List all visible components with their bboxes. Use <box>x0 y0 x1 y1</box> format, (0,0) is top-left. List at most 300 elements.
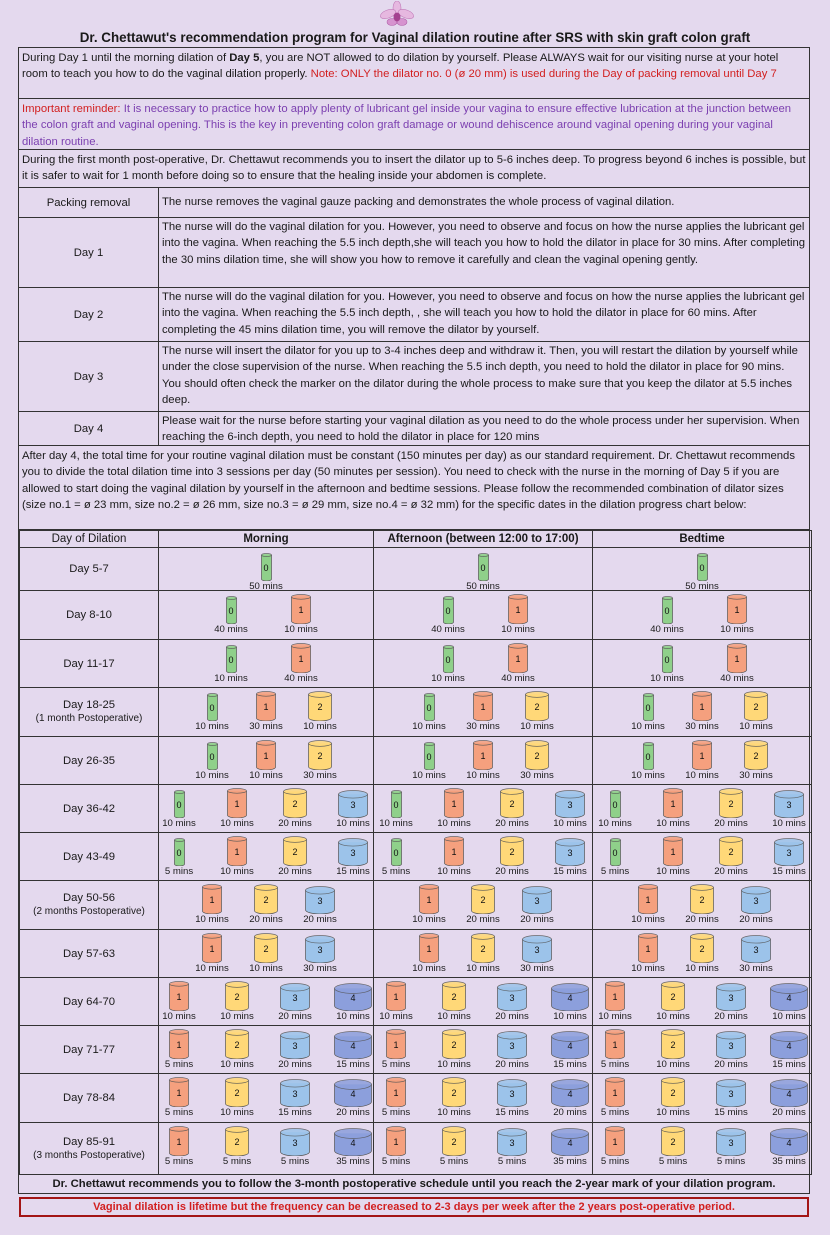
page-title: Dr. Chettawut's recommendation program for Vaginal dilation routine after SRS with skin graft colon graft <box>79 30 751 45</box>
dilator-size-0-icon <box>207 742 218 770</box>
dilator-number: 3 <box>509 993 515 1003</box>
dilation-minutes: 10 mins <box>379 1011 413 1022</box>
dilation-minutes: 30 mins <box>303 963 337 974</box>
dilation-minutes: 20 mins <box>495 1011 529 1022</box>
dilator-number: 3 <box>509 1089 515 1099</box>
dilator-size-3-icon <box>280 1128 310 1156</box>
dilation-minutes: 20 mins <box>278 1011 312 1022</box>
dilation-minutes: 10 mins <box>195 770 229 781</box>
dilator-size-1-icon <box>638 933 658 963</box>
dilator-number: 1 <box>734 605 740 615</box>
dilator-number: 1 <box>393 1088 399 1098</box>
schedule-row <box>20 688 812 737</box>
dilation-minutes: 20 mins <box>714 1011 748 1022</box>
dilator-size-2-icon <box>225 1077 249 1107</box>
dilator-number: 3 <box>350 800 356 810</box>
dilation-minutes: 30 mins <box>520 770 554 781</box>
dilation-minutes: 15 mins <box>495 1107 529 1118</box>
dilation-minutes: 40 mins <box>501 673 535 684</box>
dilation-minutes: 30 mins <box>739 963 773 974</box>
dilator-number: 2 <box>234 1088 240 1098</box>
dilator-size-2-icon <box>225 1126 249 1156</box>
dilator-size-0-icon <box>443 645 454 673</box>
dilator-number: 2 <box>728 847 734 857</box>
dilator-number: 0 <box>445 606 451 616</box>
dilation-minutes: 10 mins <box>466 770 500 781</box>
dilator-size-1-icon <box>386 981 406 1011</box>
dilation-minutes: 10 mins <box>656 866 690 877</box>
dilator-number: 4 <box>786 1089 792 1099</box>
dilator-size-1-icon <box>605 1126 625 1156</box>
session-bedtime <box>593 881 812 930</box>
schedule-day-sub: (3 months Postoperative) <box>33 1149 145 1161</box>
dilation-minutes: 35 mins <box>336 1156 370 1167</box>
dilator-number: 3 <box>292 1138 298 1148</box>
session-bedtime <box>593 1074 812 1123</box>
dilation-minutes: 40 mins <box>431 624 465 635</box>
schedule-row <box>20 737 812 785</box>
dilator-size-2-icon <box>719 788 743 818</box>
dilator-number: 1 <box>209 944 215 954</box>
dilation-minutes: 15 mins <box>714 1107 748 1118</box>
dilation-minutes: 5 mins <box>439 1156 469 1167</box>
dilator-number: 4 <box>567 1138 573 1148</box>
schedule-row <box>20 833 812 881</box>
dilator-size-0-icon <box>610 790 621 818</box>
dilator-number: 3 <box>753 945 759 955</box>
dilator-number: 1 <box>612 1040 618 1050</box>
dilator-number: 0 <box>176 800 182 810</box>
dilation-minutes: 5 mins <box>381 1107 411 1118</box>
dilator-size-3-icon <box>555 790 585 818</box>
dilation-minutes: 10 mins <box>553 818 587 829</box>
dilator-size-1-icon <box>169 1077 189 1107</box>
dilator-size-1-icon <box>444 836 464 866</box>
dilator-number: 3 <box>728 1041 734 1051</box>
dilator-number: 1 <box>176 1040 182 1050</box>
dilator-number: 1 <box>612 1137 618 1147</box>
dilator-number: 1 <box>176 992 182 1002</box>
dilator-number: 1 <box>670 799 676 809</box>
dilation-minutes: 5 mins <box>164 866 194 877</box>
reminder-text: It is necessary to practice how to apply plenty of lubricant gel inside your vagina to ensure effective lubrication at the junction between the colon graft and vaginal opening. This is the key in preventing colon graft damage or wound dehiscence around vaginal opening during your vaginal dilation routine. <box>22 103 792 148</box>
dilation-progress-chart <box>19 530 812 1175</box>
dilator-size-0-icon <box>226 645 237 673</box>
session-bedtime <box>593 930 812 978</box>
dilator-number: 2 <box>451 1088 457 1098</box>
dilator-size-0-icon <box>174 790 185 818</box>
schedule-day-label <box>20 1074 159 1123</box>
dilator-number: 4 <box>350 1041 356 1051</box>
dilator-size-0-icon <box>443 596 454 624</box>
dilator-number: 1 <box>612 1088 618 1098</box>
dilator-size-4-icon <box>770 1128 808 1156</box>
dilator-number: 3 <box>728 993 734 1003</box>
dilation-minutes: 10 mins <box>437 818 471 829</box>
dilator-number: 0 <box>228 606 234 616</box>
dilator-number: 3 <box>509 1041 515 1051</box>
dilator-size-3-icon <box>741 886 771 914</box>
dilator-number: 3 <box>534 896 540 906</box>
dilator-size-3-icon <box>716 1128 746 1156</box>
dilation-minutes: 20 mins <box>520 914 554 925</box>
schedule-day: Day 57-63 <box>62 947 116 960</box>
dilator-size-0-icon <box>662 645 673 673</box>
dilator-number: 0 <box>426 703 432 713</box>
day-label: Day 2 <box>19 288 159 341</box>
dilator-number: 3 <box>350 848 356 858</box>
dilation-minutes: 10 mins <box>220 866 254 877</box>
schedule-day-sub: (1 month Postoperative) <box>35 713 143 724</box>
dilator-size-3-icon <box>497 983 527 1011</box>
day-text: Please wait for the nurse before starting your vaginal dilation as you need to do the whole process under her supervision. When reaching the 6-inch depth, you need to hold the dilator in place for 120 mins <box>162 415 800 444</box>
dilator-size-1-icon <box>692 740 712 770</box>
dilator-size-3-icon <box>497 1079 527 1107</box>
dilation-minutes: 30 mins <box>303 770 337 781</box>
schedule-day-label <box>20 1123 159 1175</box>
dilator-size-2-icon <box>690 884 714 914</box>
dilation-minutes: 40 mins <box>720 673 754 684</box>
footer-warning: Vaginal dilation is lifetime but the frequency can be decreased to 2-3 days per week after the 2 years post-operative period. <box>19 1197 809 1217</box>
dilator-size-4-icon <box>551 1079 589 1107</box>
session-morning <box>159 640 374 688</box>
dilation-minutes: 15 mins <box>772 1059 806 1070</box>
col-header-morning: Morning <box>159 531 374 548</box>
dilator-number: 2 <box>753 751 759 761</box>
session-afternoon <box>374 833 593 881</box>
dilator-number: 0 <box>228 655 234 665</box>
dilator-size-4-icon <box>551 1128 589 1156</box>
dilator-size-3-icon <box>522 886 552 914</box>
dilator-size-3-icon <box>338 838 368 866</box>
dilator-size-4-icon <box>334 1128 372 1156</box>
dilator-size-1-icon <box>169 981 189 1011</box>
session-afternoon <box>374 785 593 833</box>
dilator-size-1-icon <box>386 1126 406 1156</box>
dilator-number: 4 <box>350 993 356 1003</box>
dilator-size-2-icon <box>254 933 278 963</box>
session-morning <box>159 881 374 930</box>
dilation-minutes: 10 mins <box>631 770 665 781</box>
dilator-number: 1 <box>209 895 215 905</box>
session-bedtime <box>593 978 812 1026</box>
session-afternoon <box>374 591 593 640</box>
dilator-number: 1 <box>176 1137 182 1147</box>
day-label: Day 1 <box>19 218 159 287</box>
dilator-number: 1 <box>451 847 457 857</box>
dilation-minutes: 20 mins <box>278 866 312 877</box>
dilation-minutes: 10 mins <box>412 770 446 781</box>
dilation-minutes: 10 mins <box>220 1011 254 1022</box>
dilator-number: 2 <box>670 992 676 1002</box>
dilator-number: 4 <box>786 993 792 1003</box>
dilator-number: 1 <box>393 1040 399 1050</box>
dilation-minutes: 5 mins <box>600 1156 630 1167</box>
dilator-size-2-icon <box>525 740 549 770</box>
dilation-minutes: 5 mins <box>600 866 630 877</box>
dilator-number: 1 <box>176 1088 182 1098</box>
col-header-bedtime: Bedtime <box>593 531 812 548</box>
schedule-day: Day 85-91 <box>62 1135 116 1148</box>
session-bedtime <box>593 688 812 737</box>
dilation-minutes: 10 mins <box>656 1059 690 1070</box>
dilator-size-4-icon <box>770 983 808 1011</box>
dilation-minutes: 35 mins <box>553 1156 587 1167</box>
dilation-minutes: 10 mins <box>195 721 229 732</box>
dilator-number: 0 <box>645 703 651 713</box>
schedule-day: Day 26-35 <box>62 754 116 767</box>
session-bedtime <box>593 548 812 591</box>
dilator-number: 3 <box>728 1138 734 1148</box>
dilator-number: 2 <box>699 944 705 954</box>
dilator-number: 1 <box>670 847 676 857</box>
schedule-row <box>20 785 812 833</box>
dilator-size-2-icon <box>471 884 495 914</box>
dilator-size-3-icon <box>555 838 585 866</box>
dilation-minutes: 10 mins <box>284 624 318 635</box>
dilator-size-3-icon <box>280 1079 310 1107</box>
dilator-number: 1 <box>393 992 399 1002</box>
session-afternoon <box>374 881 593 930</box>
dilation-minutes: 20 mins <box>685 914 719 925</box>
dilator-size-2-icon <box>442 1029 466 1059</box>
dilator-number: 3 <box>786 848 792 858</box>
schedule-day-label <box>20 548 159 591</box>
dilator-size-2-icon <box>308 691 332 721</box>
col-header-day: Day of Dilation <box>20 531 159 548</box>
dilation-minutes: 30 mins <box>466 721 500 732</box>
day-label: Day 4 <box>19 412 159 445</box>
dilator-number: 0 <box>393 800 399 810</box>
dilator-number: 3 <box>509 1138 515 1148</box>
dilator-size-1-icon <box>508 643 528 673</box>
dilation-minutes: 20 mins <box>739 914 773 925</box>
dilator-size-3-icon <box>774 838 804 866</box>
schedule-day: Day 78-84 <box>62 1092 116 1104</box>
intro-note: Note: ONLY the dilator no. 0 (ø 20 mm) is used during the Day of packing removal until Day 7 <box>310 68 777 81</box>
dilator-number: 2 <box>509 799 515 809</box>
dilator-size-3-icon <box>305 935 335 963</box>
dilator-size-1-icon <box>256 691 276 721</box>
dilator-size-1-icon <box>508 594 528 624</box>
dilation-minutes: 5 mins <box>381 866 411 877</box>
dilation-minutes: 10 mins <box>598 1011 632 1022</box>
dilator-size-1-icon <box>227 788 247 818</box>
dilator-size-1-icon <box>444 788 464 818</box>
dilation-minutes: 5 mins <box>600 1107 630 1118</box>
day-row-3 <box>19 342 809 412</box>
schedule-row <box>20 978 812 1026</box>
dilator-size-0-icon <box>424 742 435 770</box>
dilator-number: 0 <box>612 800 618 810</box>
dilator-number: 2 <box>234 992 240 1002</box>
dilator-number: 2 <box>509 847 515 857</box>
dilator-number: 1 <box>699 702 705 712</box>
dilation-minutes: 20 mins <box>303 914 337 925</box>
session-afternoon <box>374 548 593 591</box>
dilator-size-0-icon <box>391 838 402 866</box>
dilator-number: 1 <box>734 654 740 664</box>
dilator-size-4-icon <box>551 983 589 1011</box>
schedule-day: Day 11-17 <box>63 657 115 670</box>
dilator-size-0-icon <box>662 596 673 624</box>
schedule-day: Day 18-25 <box>62 699 116 711</box>
dilator-number: 2 <box>480 944 486 954</box>
session-bedtime <box>593 785 812 833</box>
dilator-size-2-icon <box>471 933 495 963</box>
dilator-number: 4 <box>350 1089 356 1099</box>
dilation-minutes: 20 mins <box>553 1107 587 1118</box>
schedule-day: Day 71-77 <box>62 1043 116 1056</box>
dilator-size-3-icon <box>716 1079 746 1107</box>
dilator-size-1-icon <box>605 1029 625 1059</box>
dilator-number: 3 <box>753 896 759 906</box>
session-morning <box>159 1026 374 1074</box>
dilator-number: 2 <box>534 751 540 761</box>
session-morning <box>159 833 374 881</box>
session-afternoon <box>374 1074 593 1123</box>
session-morning <box>159 930 374 978</box>
dilator-size-1-icon <box>419 884 439 914</box>
dilator-number: 3 <box>534 945 540 955</box>
dilator-number: 2 <box>451 1137 457 1147</box>
dilation-minutes: 15 mins <box>553 1059 587 1070</box>
day-label: Day 3 <box>19 342 159 411</box>
dilator-size-2-icon <box>500 836 524 866</box>
dilator-number: 1 <box>699 751 705 761</box>
dilator-size-1-icon <box>386 1077 406 1107</box>
dilation-minutes: 10 mins <box>437 1011 471 1022</box>
dilation-minutes: 10 mins <box>437 866 471 877</box>
dilation-minutes: 20 mins <box>495 1059 529 1070</box>
dilator-size-4-icon <box>551 1031 589 1059</box>
dilation-minutes: 5 mins <box>658 1156 688 1167</box>
dilator-number: 3 <box>786 800 792 810</box>
day-row-2 <box>19 288 809 342</box>
session-morning <box>159 737 374 785</box>
dilator-size-1-icon <box>473 691 493 721</box>
dilator-number: 0 <box>393 848 399 858</box>
dilation-minutes: 5 mins <box>381 1156 411 1167</box>
dilator-number: 0 <box>209 703 215 713</box>
dilator-number: 3 <box>567 800 573 810</box>
day-text: The nurse will do the vaginal dilation for you. However, you need to observe and focus on how the nurse applies the lubricant gel into the vagina. When reaching the 5.5 inch depth, , she will teach you how to hold the dilator in place for 60 mins. After completing the 45 mins dilation time, you will remove the dilator by yourself. <box>162 291 805 336</box>
dilation-minutes: 10 mins <box>631 963 665 974</box>
session-afternoon <box>374 978 593 1026</box>
session-afternoon <box>374 930 593 978</box>
dilator-size-3-icon <box>280 983 310 1011</box>
dilator-number: 2 <box>451 1040 457 1050</box>
schedule-day-label <box>20 1026 159 1074</box>
dilation-minutes: 10 mins <box>501 624 535 635</box>
dilation-minutes: 40 mins <box>214 624 248 635</box>
dilator-size-1-icon <box>291 594 311 624</box>
dilation-minutes: 10 mins <box>631 721 665 732</box>
dilator-size-1-icon <box>605 1077 625 1107</box>
schedule-day-label <box>20 785 159 833</box>
dilator-size-2-icon <box>661 1126 685 1156</box>
dilator-size-4-icon <box>770 1079 808 1107</box>
schedule-day: Day 50-56 <box>62 892 116 904</box>
dilator-size-1-icon <box>169 1126 189 1156</box>
dilator-size-2-icon <box>283 836 307 866</box>
dilator-number: 0 <box>664 606 670 616</box>
dilation-minutes: 10 mins <box>437 1059 471 1070</box>
dilator-size-1-icon <box>638 884 658 914</box>
session-afternoon <box>374 640 593 688</box>
dilation-minutes: 30 mins <box>249 721 283 732</box>
dilator-number: 1 <box>426 944 432 954</box>
dilation-minutes: 10 mins <box>437 1107 471 1118</box>
session-afternoon <box>374 1123 593 1175</box>
dilator-number: 3 <box>317 896 323 906</box>
dilator-number: 2 <box>480 895 486 905</box>
dilation-minutes: 10 mins <box>162 1011 196 1022</box>
dilator-size-1-icon <box>202 933 222 963</box>
dilator-size-4-icon <box>334 1079 372 1107</box>
dilation-minutes: 10 mins <box>336 818 370 829</box>
schedule-row <box>20 591 812 640</box>
dilator-size-0-icon <box>226 596 237 624</box>
schedule-day-label <box>20 591 159 640</box>
dilator-number: 1 <box>515 654 521 664</box>
day-row-4 <box>19 412 809 446</box>
dilator-number: 4 <box>567 1089 573 1099</box>
dilator-number: 4 <box>567 1041 573 1051</box>
program-frame <box>18 47 810 1194</box>
dilation-minutes: 20 mins <box>336 1107 370 1118</box>
dilator-size-4-icon <box>334 983 372 1011</box>
dilator-number: 1 <box>451 799 457 809</box>
dilation-minutes: 30 mins <box>739 770 773 781</box>
dilation-minutes: 5 mins <box>280 1156 310 1167</box>
day-text: The nurse will do the vaginal dilation for you. However, you need to observe and focus on how the nurse applies the lubricant gel into the vagina. When reaching the 5.5 inch depth,she will teach you how to hold the dilator in place for 30 mins. After completing the 30 mins dilation time, she will show you how to remove it carefully and clean the vaginal opening gently. <box>162 221 806 266</box>
dilation-minutes: 10 mins <box>631 914 665 925</box>
dilator-size-2-icon <box>744 740 768 770</box>
session-bedtime <box>593 591 812 640</box>
dilator-size-2-icon <box>661 1077 685 1107</box>
dilator-size-3-icon <box>497 1031 527 1059</box>
dilator-size-0-icon <box>261 553 272 581</box>
dilator-number: 2 <box>234 1137 240 1147</box>
schedule-row <box>20 1123 812 1175</box>
dilator-size-3-icon <box>774 790 804 818</box>
dilator-number: 0 <box>426 752 432 762</box>
dilation-minutes: 5 mins <box>600 1059 630 1070</box>
dilator-size-1-icon <box>692 691 712 721</box>
dilation-minutes: 10 mins <box>520 721 554 732</box>
dilator-size-0-icon <box>643 693 654 721</box>
dilation-minutes: 10 mins <box>220 1107 254 1118</box>
dilation-minutes: 10 mins <box>553 1011 587 1022</box>
dilator-number: 3 <box>728 1089 734 1099</box>
dilation-minutes: 10 mins <box>685 770 719 781</box>
schedule-day-label <box>20 833 159 881</box>
dilator-number: 1 <box>263 702 269 712</box>
dilator-number: 2 <box>317 751 323 761</box>
dilator-number: 2 <box>534 702 540 712</box>
dilator-number: 0 <box>664 655 670 665</box>
dilation-minutes: 5 mins <box>164 1107 194 1118</box>
dilation-minutes: 10 mins <box>249 963 283 974</box>
dilator-size-0-icon <box>174 838 185 866</box>
dilator-size-3-icon <box>305 886 335 914</box>
dilator-size-2-icon <box>661 981 685 1011</box>
session-bedtime <box>593 640 812 688</box>
day-text: The nurse will insert the dilator for you up to 3-4 inches deep and withdraw it. Then, you will restart the dilation by yourself while under the close supervision of the nurse. When reaching the 5.5 inch depth, you need to hold the dilator in place for 90 mins. You should often check the marker on the dilator during the whole process to make sure that you keep the dilator at 5.5 inches deep. <box>162 345 798 406</box>
orchid-logo-icon <box>380 1 414 29</box>
dilator-number: 0 <box>445 655 451 665</box>
